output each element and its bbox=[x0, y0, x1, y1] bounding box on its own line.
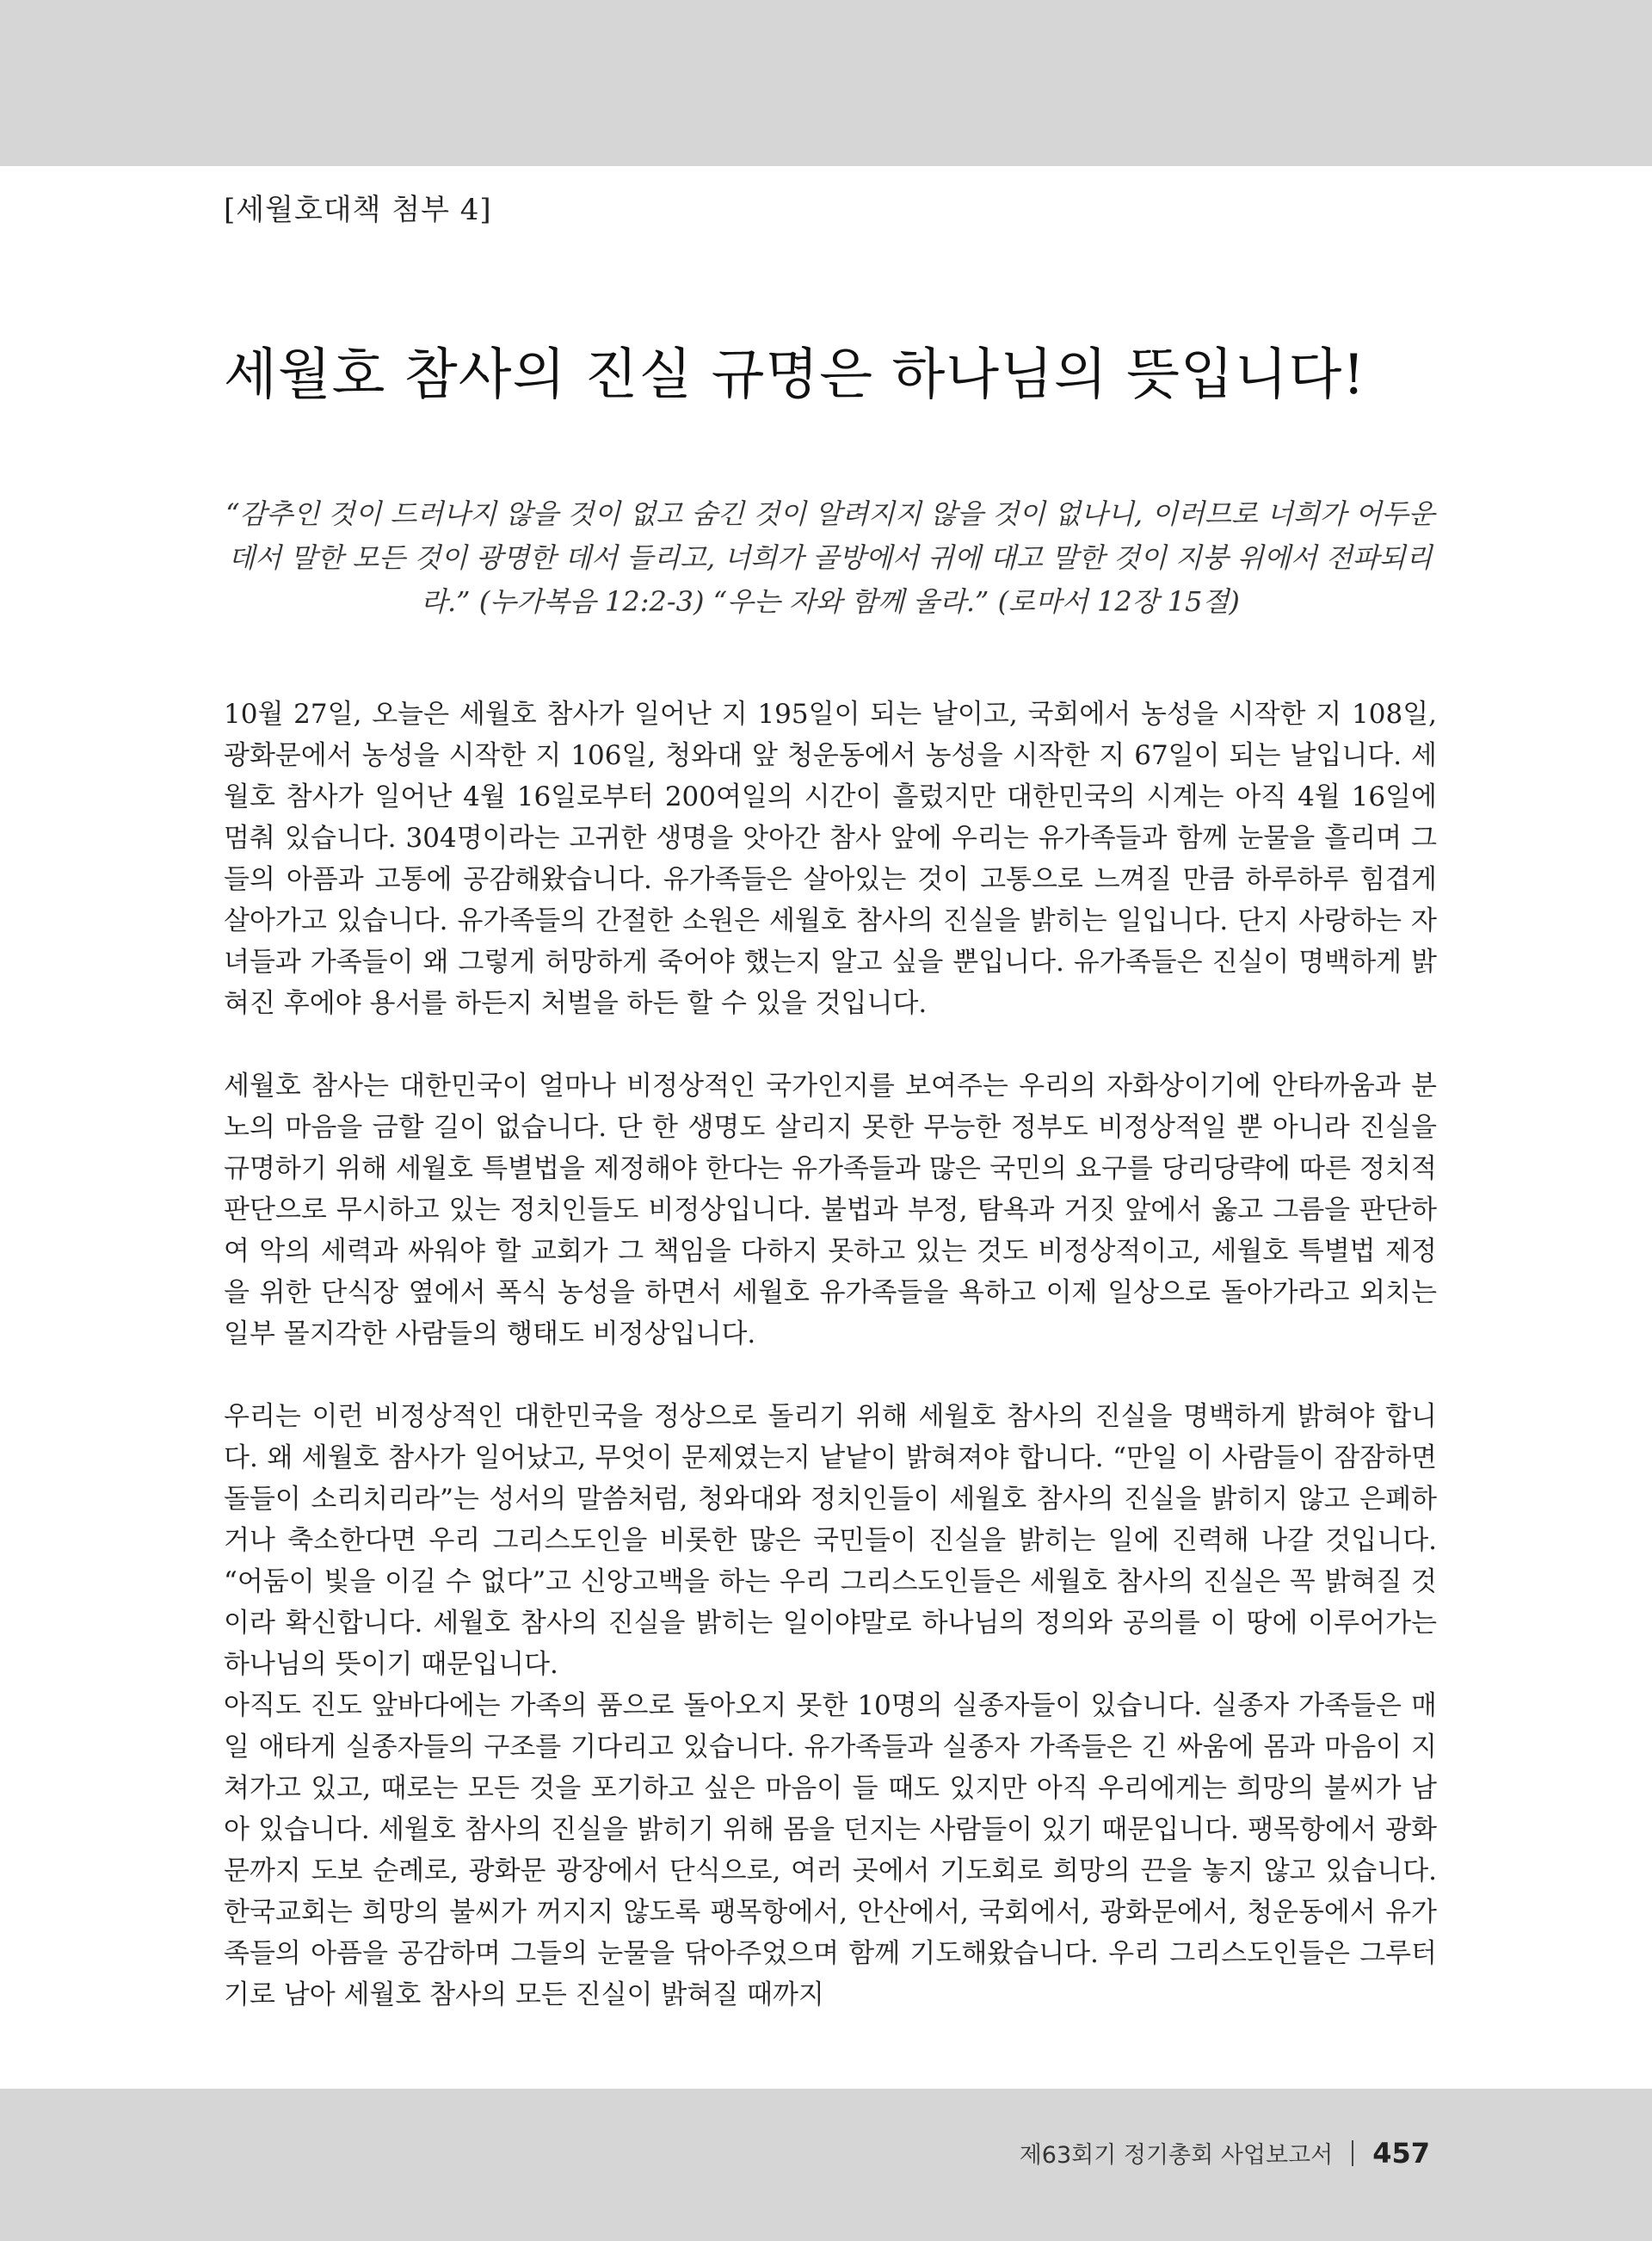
page-title: 세월호 참사의 진실 규명은 하나님의 뜻입니다! bbox=[224, 343, 1366, 407]
paragraph-3: 우리는 이런 비정상적인 대한민국을 정상으로 돌리기 위해 세월호 참사의 진실을 명백하게 밝혀야 합니다. 왜 세월호 참사가 일어났고, 무엇이 문제였는지 낱낱이 밝혀져야 합니다. “만일 이 사람들이 잠잠하면 돌들이 소리치리라”는 성서의 말씀처럼, 청와대와 정치인들이 세월호 참사의 진실을 밝히지 않고 은폐하거나 축소한다면 우리 그리스도인을 비롯한 많은 국민들이 진실을 밝히는 일에 진력해 나갈 것입니다. “어둠이 빛을 이길 수 없다”고 신앙고백을 하는 우리 그리스도인들은 세월호 참사의 진실은 꼭 밝혀질 것이라 확신합니다. 세월호 참사의 진실을 밝히는 일이야말로 하나님의 정의와 공의를 이 땅에 이루어가는 하나님의 뜻이기 때문입니다. bbox=[224, 1401, 1437, 1680]
scripture-epigraph: “감추인 것이 드러나지 않을 것이 없고 숨긴 것이 알려지지 않을 것이 없나니, 이러므로 너희가 어두운 데서 말한 모든 것이 광명한 데서 들리고, 너희가 골방에서 귀에 대고 말한 것이 지붕 위에서 전파되리라.” (누가복음 12:2-3) “우는 자와 함께 울라.” (로마서 12장 15절) bbox=[225, 497, 1435, 618]
paragraph-1: 10월 27일, 오늘은 세월호 참사가 일어난 지 195일이 되는 날이고, 국회에서 농성을 시작한 지 108일, 광화문에서 농성을 시작한 지 106일, 청와대 앞 청운동에서 농성을 시작한 지 67일이 되는 날입니다. 세월호 참사가 일어난 4월 16일로부터 200여일의 시간이 흘렀지만 대한민국의 시계는 아직 4월 16일에 멈춰 있습니다. 304명이라는 고귀한 생명을 앗아간 참사 앞에 우리는 유가족들과 함께 눈물을 흘리며 그들의 아픔과 고통에 공감해왔습니다. 유가족들은 살아있는 것이 고통으로 느껴질 만큼 하루하루 힘겹게 살아가고 있습니다. 유가족들의 간절한 소원은 세월호 참사의 진실을 밝히는 일입니다. 단지 사랑하는 자녀들과 가족들이 왜 그렇게 허망하게 죽어야 했는지 알고 싶을 뿐입니다. 유가족들은 진실이 명백하게 밝혀진 후에야 용서를 하든지 처벌을 하든 할 수 있을 것입니다. bbox=[224, 699, 1437, 1019]
page-number: 457 bbox=[1372, 2136, 1430, 2170]
attachment-label: [세월호대책 첨부 4] bbox=[224, 193, 492, 227]
report-title: 제63회기 정기총회 사업보고서 bbox=[1019, 2142, 1334, 2169]
paragraph-2: 세월호 참사는 대한민국이 얼마나 비정상적인 국가인지를 보여주는 우리의 자화상이기에 안타까움과 분노의 마음을 금할 길이 없습니다. 단 한 생명도 살리지 못한 무능한 정부도 비정상적일 뿐 아니라 진실을 규명하기 위해 세월호 특별법을 제정해야 한다는 유가족들과 많은 국민의 요구를 당리당략에 따른 정치적 판단으로 무시하고 있는 정치인들도 비정상입니다. 불법과 부정, 탐욕과 거짓 앞에서 옳고 그름을 판단하여 악의 세력과 싸워야 할 교회가 그 책임을 다하지 못하고 있는 것도 비정상적이고, 세월호 특별법 제정을 위한 단식장 옆에서 폭식 농성을 하면서 세월호 유가족들을 욕하고 이제 일상으로 돌아가라고 외치는 일부 몰지각한 사람들의 행태도 비정상입니다. bbox=[224, 1071, 1437, 1349]
footer-divider bbox=[1352, 2140, 1353, 2166]
header-band bbox=[0, 0, 1652, 166]
body-text bbox=[224, 694, 1437, 2016]
page-footer bbox=[1020, 2136, 1430, 2170]
paragraph-4: 아직도 진도 앞바다에는 가족의 품으로 돌아오지 못한 10명의 실종자들이 있습니다. 실종자 가족들은 매일 애타게 실종자들의 구조를 기다리고 있습니다. 유가족들과 실종자 가족들은 긴 싸움에 몸과 마음이 지쳐가고 있고, 때로는 모든 것을 포기하고 싶은 마음이 들 때도 있지만 아직 우리에게는 희망의 불씨가 남아 있습니다. 세월호 참사의 진실을 밝히기 위해 몸을 던지는 사람들이 있기 때문입니다. 팽목항에서 광화문까지 도보 순례로, 광화문 광장에서 단식으로, 여러 곳에서 기도회로 희망의 끈을 놓지 않고 있습니다. 한국교회는 희망의 불씨가 꺼지지 않도록 팽목항에서, 안산에서, 국회에서, 광화문에서, 청운동에서 유가족들의 아픔을 공감하며 그들의 눈물을 닦아주었으며 함께 기도해왔습니다. 우리 그리스도인들은 그루터기로 남아 세월호 참사의 모든 진실이 밝혀질 때까지 bbox=[224, 1690, 1437, 2010]
